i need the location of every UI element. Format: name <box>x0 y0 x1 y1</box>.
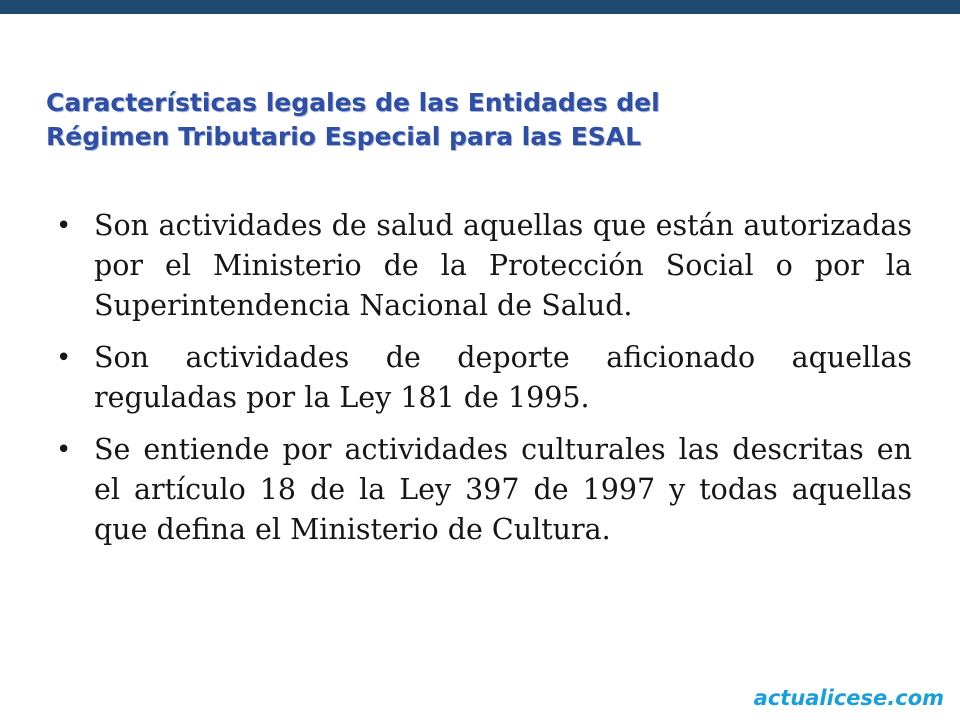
slide-title-line-2: Régimen Tributario Especial para las ESAL <box>46 122 642 151</box>
top-bar <box>0 0 960 14</box>
bullet-text: Se entiende por actividades culturales las descritas en el artículo 18 de la Ley 397 de 1997 y todas aquellas que defina el Ministerio de Cultura. <box>94 433 912 546</box>
slide-title-line-1: Características legales de las Entidades del <box>46 88 660 117</box>
list-item <box>54 206 912 326</box>
footer-brand-logo: actualicese.com <box>753 686 944 710</box>
list-item <box>54 338 912 418</box>
list-item <box>54 430 912 550</box>
bullet-text: Son actividades de salud aquellas que están autorizadas por el Ministerio de la Protección Social o por la Superintendencia Nacional de Salud. <box>94 209 912 322</box>
bullet-dot-icon: • <box>56 435 72 465</box>
bullet-text: Son actividades de deporte aficionado aquellas reguladas por la Ley 181 de 1995. <box>94 341 912 414</box>
slide-title <box>46 86 906 154</box>
bullet-list <box>54 206 912 562</box>
bullet-dot-icon: • <box>56 211 72 241</box>
bullet-dot-icon: • <box>56 343 72 373</box>
